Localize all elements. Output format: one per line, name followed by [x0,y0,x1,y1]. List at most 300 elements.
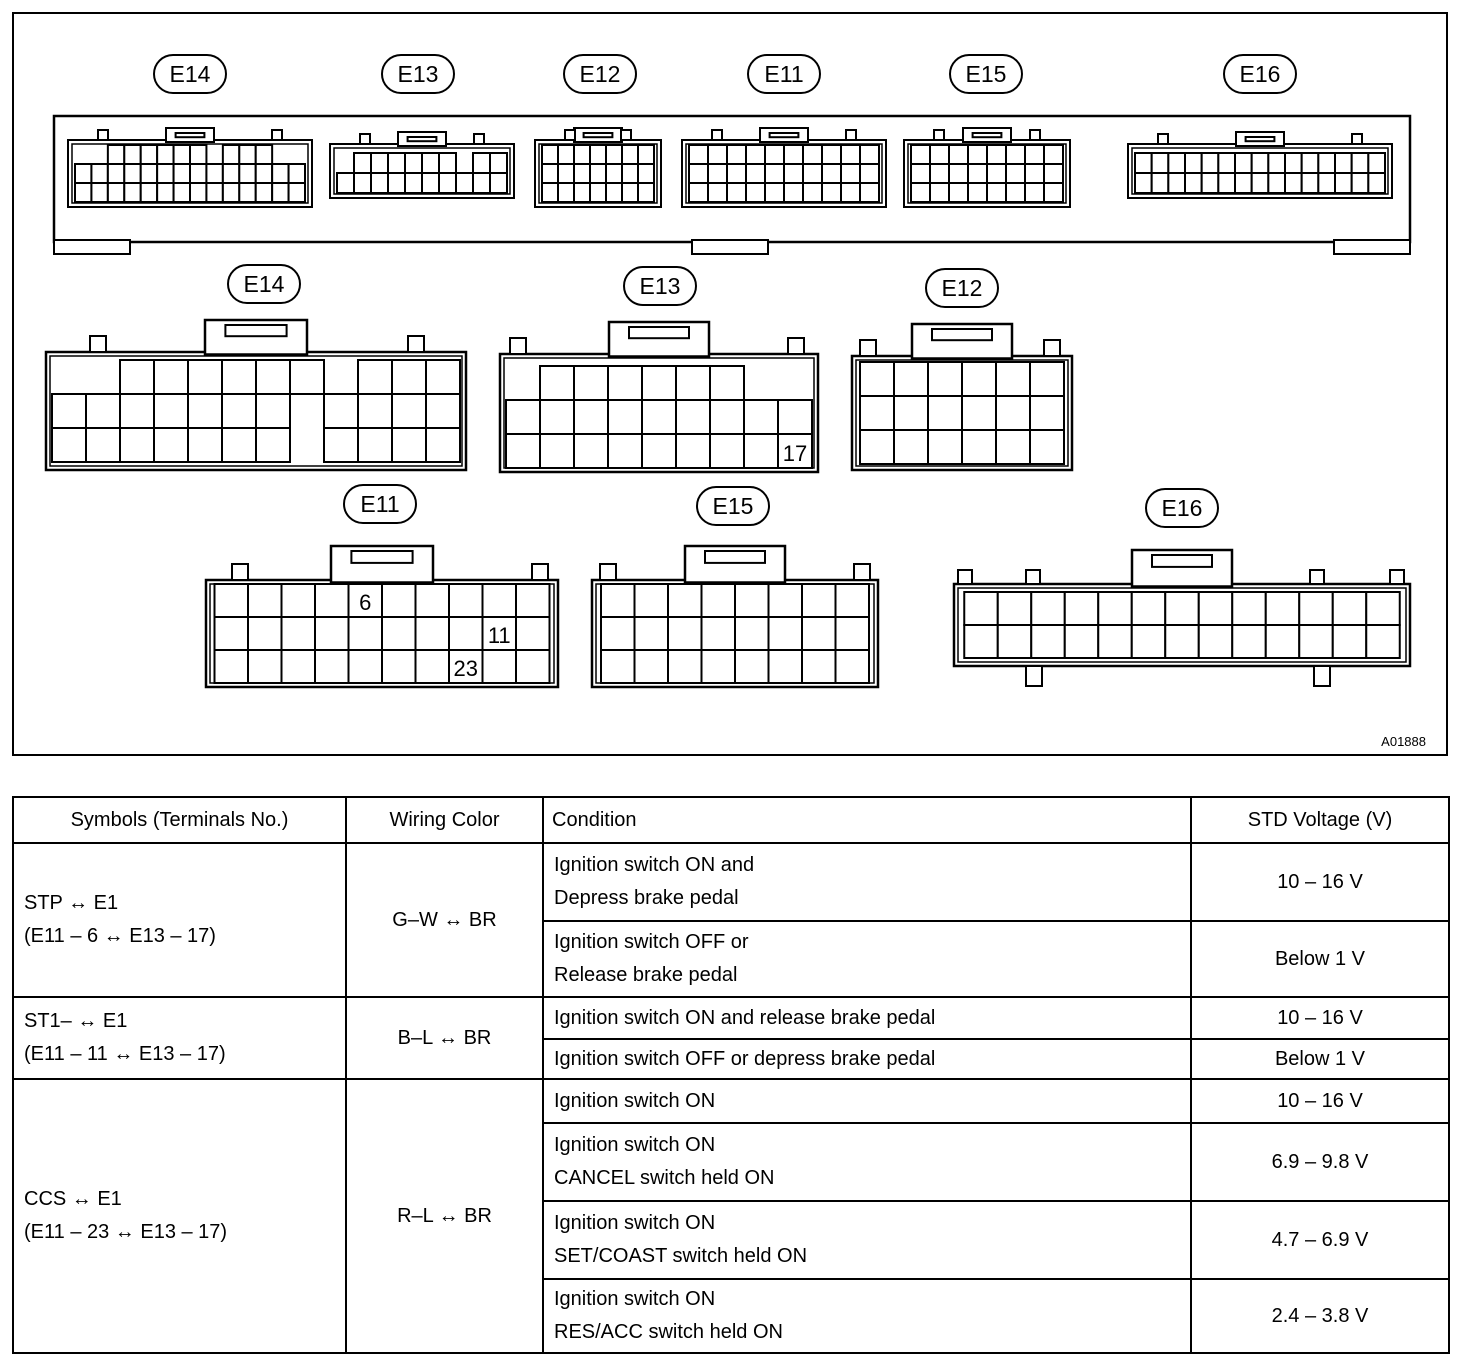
terminal-cavity [1044,183,1063,202]
terminal-cavity [1299,592,1333,625]
connector-label-text: E12 [941,275,983,301]
terminal-cavity [141,183,157,202]
terminal-cavity [337,173,354,193]
connector-nub [1026,570,1040,584]
terminal-cavity [1352,153,1369,173]
terminal-cavity [765,145,784,164]
terminal-cavity [382,650,416,683]
terminal-cavity [841,145,860,164]
terminal-cavity [1065,625,1099,658]
ecu-foot [1334,240,1410,254]
terminal-cavity [371,173,388,193]
terminal-cavity [930,145,949,164]
top-connector-e14 [68,128,312,207]
terminal-cavity [1366,625,1400,658]
terminal-cavity [120,394,154,428]
condition-line: RES/ACC switch held ON [554,1321,783,1343]
terminal-cavity [354,173,371,193]
terminal-cavity [769,650,803,683]
condition-line: Ignition switch ON [554,1134,716,1156]
terminal-cavity [52,394,86,428]
wiring-color-cell: R–L ↔ BR [346,1079,543,1353]
connector-label-text: E14 [169,61,211,87]
terminal-cavity [689,183,708,202]
terminal-cavity [315,617,349,650]
condition-cell [543,843,1191,921]
terminal-cavity [1030,396,1064,430]
terminal-cavity [590,183,606,202]
terminal-cavity [1135,173,1152,193]
terminal-cavity [928,430,962,464]
connector-e16-feet [1026,666,1330,686]
terminal-cavity [802,584,836,617]
symbol-cell-ccs [13,1079,346,1353]
symbol-terminals: (E11 – 23 ↔ E13 – 17) [24,1221,228,1243]
terminal-cavity [483,584,517,617]
terminal-cavity [75,164,91,183]
terminal-cavity [289,164,305,183]
terminal-cavity [836,584,870,617]
terminal-cavity [1333,625,1367,658]
terminal-cavity [708,164,727,183]
label-e13 [624,267,696,305]
terminal-cavity [174,164,190,183]
terminal-cavity [1030,430,1064,464]
terminal-cavity [154,394,188,428]
terminal-cavity [996,430,1030,464]
terminal-cavity [75,183,91,202]
terminal-cavity [746,145,765,164]
connector-label-text: E11 [360,491,400,517]
terminal-cavity [215,650,249,683]
terminal-cavity [1299,625,1333,658]
connector-e12 [852,324,1072,470]
top-label-e15 [950,55,1022,93]
terminal-cavity [836,617,870,650]
connector-label-text: E16 [1161,495,1203,521]
condition-cell: Ignition switch ON [543,1079,1191,1123]
terminal-number: 6 [359,590,372,615]
terminal-cavity [426,428,460,462]
connector-label-text: E16 [1239,61,1281,87]
connector-label-text: E15 [965,61,1007,87]
connector-nub [621,130,631,140]
condition-cell [543,1279,1191,1353]
terminal-cavity [968,164,987,183]
terminal-cavity [141,145,157,164]
terminal-cavity [483,650,517,683]
terminal-cavity [802,650,836,683]
top-connector-e11 [682,128,886,207]
terminal-cavity [392,428,426,462]
terminal-cavity [1025,145,1044,164]
terminal-cavity [1285,153,1302,173]
terminal-cavity [601,584,635,617]
terminal-cavity [542,145,558,164]
terminal-cavity [1252,153,1269,173]
terminal-cavity [108,145,124,164]
terminal-cavity [668,584,702,617]
terminal-cavity [962,396,996,430]
connector-drawing [14,14,1446,754]
terminal-cavity [223,183,239,202]
terminal-cavity [439,153,456,173]
terminal-cavity [124,164,140,183]
terminal-cavity [1335,173,1352,193]
connector-nub [1352,134,1362,144]
connector-lock-tab [1236,132,1284,146]
terminal-cavity [590,164,606,183]
terminal-cavity [1218,153,1235,173]
label-e11 [344,485,416,523]
top-connector-e15 [904,128,1070,207]
terminal-cavity [456,173,473,193]
terminal-cavity [735,617,769,650]
terminal-cavity [388,173,405,193]
terminal-cavity [1335,153,1352,173]
ecu-foot [692,240,768,254]
terminal-cavity [962,362,996,396]
connector-nub [934,130,944,140]
terminal-cavity [1165,625,1199,658]
terminal-cavity [108,183,124,202]
terminal-cavity [996,396,1030,430]
terminal-cavity [1031,592,1065,625]
terminal-cavity [860,396,894,430]
connector-lock-tab [574,128,622,142]
terminal-cavity [371,153,388,173]
terminal-cavity [422,153,439,173]
voltage-cell: Below 1 V [1191,1039,1449,1079]
terminal-cavity [315,584,349,617]
terminal-cavity [282,584,316,617]
terminal-cavity [223,145,239,164]
connector-nub [90,336,106,352]
terminal-cavity [727,183,746,202]
terminal-cavity [949,145,968,164]
terminal-cavity [324,428,358,462]
connector-nub [1044,340,1060,356]
terminal-cavity [606,164,622,183]
terminal-number: 23 [453,656,478,681]
terminal-cavity [668,617,702,650]
connector-nub [600,564,616,580]
terminal-cavity [248,584,282,617]
terminal-cavity [1202,173,1219,193]
ecu-foot [54,240,130,254]
terminal-cavity [540,366,574,400]
terminal-cavity [256,145,272,164]
top-label-e13 [382,55,454,93]
terminal-cavity [608,434,642,468]
terminal-cavity [248,617,282,650]
terminal-cavity [822,183,841,202]
terminal-cavity [998,592,1032,625]
terminal-cavity [1006,183,1025,202]
terminal-cavity [540,400,574,434]
terminal-voltage-table [12,796,1450,1354]
terminal-cavity [91,164,107,183]
terminal-cavity [1168,153,1185,173]
terminal-cavity [746,164,765,183]
terminal-cavity [708,183,727,202]
terminal-cavity [1152,153,1169,173]
terminal-cavity [1006,164,1025,183]
terminal-cavity [1232,592,1266,625]
voltage-cell: 4.7 – 6.9 V [1191,1201,1449,1279]
terminal-cavity [256,164,272,183]
terminal-cavity [860,183,879,202]
terminal-cavity [574,434,608,468]
terminal-cavity [426,360,460,394]
terminal-cavity [606,145,622,164]
connector-nub [272,130,282,140]
terminal-cavity [894,362,928,396]
terminal-cavity [968,183,987,202]
connector-nub [846,130,856,140]
table-row [13,1079,1449,1123]
terminal-cavity [215,584,249,617]
voltage-cell: 6.9 – 9.8 V [1191,1123,1449,1201]
terminal-cavity [206,164,222,183]
terminal-cavity [1366,592,1400,625]
terminal-cavity [157,164,173,183]
wiring-color-cell: B–L ↔ BR [346,997,543,1079]
connector-nub [532,564,548,580]
terminal-cavity [601,617,635,650]
voltage-cell: 10 – 16 V [1191,1079,1449,1123]
terminal-cavity [506,434,540,468]
symbol-name: CCS ↔ E1 [24,1188,122,1210]
terminal-cavity [239,164,255,183]
terminal-cavity [290,360,324,394]
terminal-cavity [190,183,206,202]
terminal-cavity [349,617,383,650]
terminal-cavity [248,650,282,683]
terminal-cavity [1266,625,1300,658]
terminal-cavity [689,145,708,164]
terminal-cavity [574,145,590,164]
connector-label-text: E15 [712,493,754,519]
voltage-cell: 10 – 16 V [1191,843,1449,921]
terminal-cavity [998,625,1032,658]
label-e14 [228,265,300,303]
terminal-cavity [188,428,222,462]
terminal-cavity [949,164,968,183]
terminal-cavity [1135,153,1152,173]
terminal-cavity [358,360,392,394]
terminal-cavity [606,183,622,202]
terminal-cavity [710,434,744,468]
terminal-cavity [802,617,836,650]
terminal-cavity [987,164,1006,183]
terminal-cavity [449,584,483,617]
connector-label-text: E14 [243,271,285,297]
top-connector-e16 [1128,132,1392,198]
terminal-cavity [1252,173,1269,193]
terminal-cavity [222,360,256,394]
terminal-cavity [490,173,507,193]
terminal-cavity [803,145,822,164]
terminal-cavity [1025,183,1044,202]
terminal-cavity [1031,625,1065,658]
terminal-cavity [392,394,426,428]
terminal-cavity [642,366,676,400]
terminal-number: 11 [487,623,511,648]
terminal-cavity [1132,592,1166,625]
terminal-cavity [638,183,654,202]
terminal-cavity [188,360,222,394]
terminal-cavity [256,183,272,202]
terminal-cavity [272,183,288,202]
terminal-cavity [1268,153,1285,173]
terminal-cavity [710,400,744,434]
terminal-cavity [1368,153,1385,173]
terminal-cavity [710,366,744,400]
condition-line: Depress brake pedal [554,887,739,909]
terminal-cavity [964,592,998,625]
terminal-cavity [349,650,383,683]
terminal-cavity [987,145,1006,164]
condition-cell [543,1123,1191,1201]
connector-label-text: E13 [397,61,439,87]
terminal-cavity [289,183,305,202]
terminal-cavity [141,164,157,183]
condition-cell [543,921,1191,997]
terminal-cavity [689,164,708,183]
terminal-cavity [746,183,765,202]
terminal-cavity [256,394,290,428]
terminal-cavity [1030,362,1064,396]
terminal-cavity [735,584,769,617]
condition-cell: Ignition switch OFF or depress brake pedal [543,1039,1191,1079]
connector-nub [854,564,870,580]
symbol-name: ST1– ↔ E1 [24,1010,128,1032]
terminal-cavity [1302,153,1319,173]
terminal-cavity [358,428,392,462]
terminal-cavity [1285,173,1302,193]
terminal-cavity [860,362,894,396]
top-label-e11 [748,55,820,93]
terminal-cavity [841,164,860,183]
terminal-cavity [860,430,894,464]
table-row [13,997,1449,1039]
connector-nub [958,570,972,584]
connector-nub [565,130,575,140]
terminal-cavity [928,396,962,430]
terminal-cavity [392,360,426,394]
terminal-cavity [638,164,654,183]
terminal-cavity [702,617,736,650]
terminal-cavity [1152,173,1169,193]
terminal-cavity [206,183,222,202]
terminal-cavity [1368,173,1385,193]
terminal-cavity [894,396,928,430]
terminal-cavity [382,617,416,650]
top-connector-e12 [535,128,661,207]
terminal-cavity [1065,592,1099,625]
terminal-cavity [516,650,550,683]
terminal-cavity [108,164,124,183]
terminal-cavity [708,145,727,164]
terminal-cavity [1235,173,1252,193]
terminal-cavity [174,183,190,202]
terminal-cavity [542,164,558,183]
terminal-cavity [765,164,784,183]
terminal-cavity [574,400,608,434]
terminal-cavity [841,183,860,202]
terminal-cavity [964,625,998,658]
terminal-cavity [642,434,676,468]
terminal-cavity [324,394,358,428]
condition-line: CANCEL switch held ON [554,1167,775,1189]
terminal-cavity [1268,173,1285,193]
terminal-cavity [124,183,140,202]
terminal-cavity [272,164,288,183]
terminal-cavity [744,400,778,434]
terminal-cavity [558,164,574,183]
connector-nub [232,564,248,580]
symbol-terminals: (E11 – 6 ↔ E13 – 17) [24,925,216,947]
terminal-cavity [860,145,879,164]
terminal-cavity [676,400,710,434]
connector-nub [408,336,424,352]
connector-nub [98,130,108,140]
terminal-cavity [1098,592,1132,625]
terminal-cavity [405,173,422,193]
connector-nub [1310,570,1324,584]
connector-lock-tab [398,132,446,146]
terminal-cavity [516,584,550,617]
terminal-cavity [928,362,962,396]
connector-layer [46,55,1410,687]
terminal-cavity [1333,592,1367,625]
condition-cell: Ignition switch ON and release brake pedal [543,997,1191,1039]
terminal-cavity [1168,173,1185,193]
terminal-cavity [784,183,803,202]
terminal-cavity [769,584,803,617]
terminal-cavity [1006,145,1025,164]
condition-line: SET/COAST switch held ON [554,1245,808,1267]
terminal-cavity [987,183,1006,202]
terminal-cavity [735,650,769,683]
terminal-cavity [836,650,870,683]
terminal-cavity [622,145,638,164]
terminal-cavity [608,400,642,434]
terminal-cavity [426,394,460,428]
connector-nub [1030,130,1040,140]
top-label-e16 [1224,55,1296,93]
label-e15 [697,487,769,525]
connector-nub [510,338,526,354]
terminal-cavity [416,617,450,650]
symbol-terminals: (E11 – 11 ↔ E13 – 17) [24,1043,226,1065]
terminal-cavity [516,617,550,650]
terminal-cavity [239,183,255,202]
terminal-cavity [416,650,450,683]
terminal-cavity [388,153,405,173]
symbol-name: STP ↔ E1 [24,892,119,914]
terminal-cavity [1098,625,1132,658]
connector-foot [1314,666,1330,686]
terminal-cavity [449,617,483,650]
symbol-cell-st1 [13,997,346,1079]
connector-label-text: E13 [639,273,681,299]
terminal-cavity [1202,153,1219,173]
top-label-e14 [154,55,226,93]
terminal-cavity [1232,625,1266,658]
terminal-cavity [1185,153,1202,173]
